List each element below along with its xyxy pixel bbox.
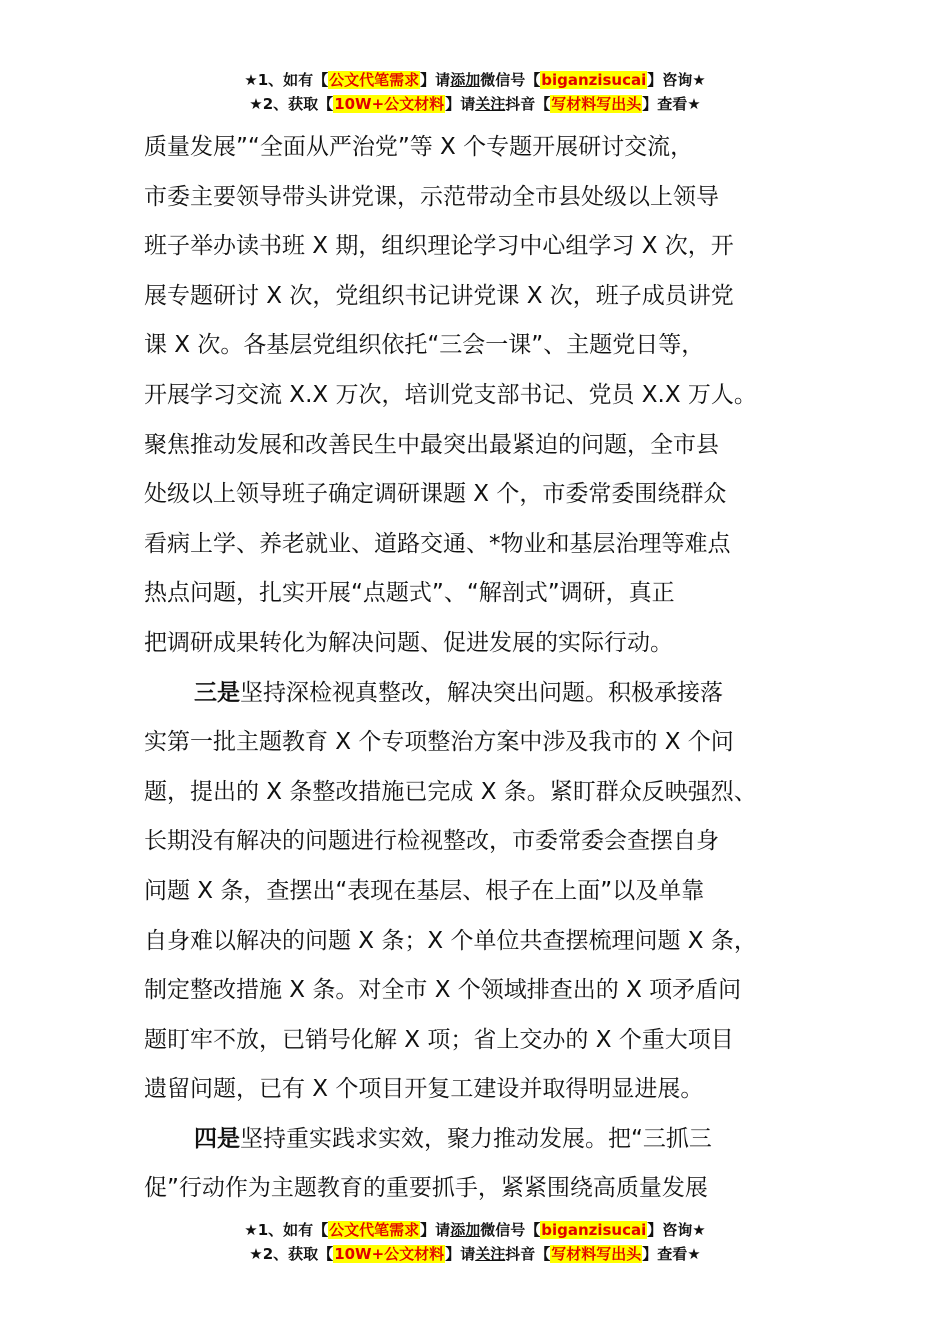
banner-text: 】请	[420, 1221, 451, 1239]
banner-text: ★1、如有【	[244, 71, 329, 89]
text-line: 开展学习交流 X.X 万次，培训党支部书记、党员 X.X 万人。	[144, 381, 757, 408]
banner-text: 】请	[445, 1245, 476, 1263]
banner-text: ★2、获取【	[249, 95, 334, 113]
document-body	[144, 123, 814, 1214]
banner-line-1	[0, 1218, 950, 1242]
text-line: 热点问题，扎实开展“点题式”、“解剖式”调研，真正	[144, 580, 675, 607]
banner-line-2	[0, 1242, 950, 1266]
banner-text: 】查看★	[642, 1245, 701, 1263]
footer-banner	[0, 1218, 950, 1266]
text-line: 班子举办读书班 X 期，组织理论学习中心组学习 X 次，开	[144, 233, 734, 260]
banner-highlight: 10W+公文材料	[334, 95, 445, 113]
text-line: 处级以上领导班子确定调研课题 X 个，市委常委围绕群众	[144, 481, 727, 508]
banner-text: ★1、如有【	[244, 1221, 329, 1239]
text-line: 看病上学、养老就业、道路交通、*物业和基层治理等难点	[144, 530, 731, 557]
banner-highlight: 写材料写出头	[551, 95, 642, 113]
banner-highlight: biganzisucai	[541, 71, 647, 89]
text-line: 聚焦推动发展和改善民生中最突出最紧迫的问题，全市县	[144, 431, 719, 458]
header-banner	[0, 68, 950, 116]
banner-highlight: 公文代笔需求	[329, 71, 420, 89]
banner-line-2	[0, 92, 950, 116]
paragraph-4-text: 坚持重实践求实效，聚力推动发展。把“三抓三	[240, 1125, 712, 1152]
text-line: 市委主要领导带头讲党课，示范带动全市县处级以上领导	[144, 183, 719, 210]
text-line: 质量发展”“全面从严治党”等 X 个专题开展研讨交流，	[144, 134, 694, 160]
banner-text: 】请	[445, 95, 476, 113]
text-line: 长期没有解决的问题进行检视整改，市委常委会查摆自身	[144, 828, 719, 855]
banner-text: 微信号【	[480, 71, 541, 89]
banner-text: 抖音【	[505, 95, 551, 113]
paragraph-3-lead: 三是	[194, 679, 240, 706]
banner-highlight: biganzisucai	[541, 1221, 647, 1239]
text-line: 展专题研讨 X 次，党组织书记讲党课 X 次，班子成员讲党	[144, 282, 734, 309]
paragraph-3-first-line	[144, 669, 814, 719]
banner-text: 】查看★	[642, 95, 701, 113]
banner-text: 微信号【	[480, 1221, 541, 1239]
text-line: 把调研成果转化为解决问题、促进发展的实际行动。	[144, 629, 673, 656]
banner-underlined: 关注	[475, 95, 506, 113]
banner-underlined: 添加	[450, 71, 481, 89]
banner-underlined: 关注	[475, 1245, 506, 1263]
text-line: 自身难以解决的问题 X 条；X 个单位共查摆梳理问题 X 条，	[144, 927, 757, 954]
paragraph-4-first-line	[144, 1115, 814, 1165]
banner-line-1	[0, 68, 950, 92]
banner-text: 】咨询★	[647, 71, 706, 89]
banner-text: 抖音【	[505, 1245, 551, 1263]
banner-underlined: 添加	[450, 1221, 481, 1239]
text-line: 促”行动作为主题教育的重要抓手，紧紧围绕高质量发展	[144, 1175, 708, 1202]
text-line: 遗留问题，已有 X 个项目开复工建设并取得明显进展。	[144, 1076, 704, 1103]
text-line: 制定整改措施 X 条。对全市 X 个领域排查出的 X 项矛盾问	[144, 977, 742, 1004]
banner-highlight: 公文代笔需求	[329, 1221, 420, 1239]
banner-highlight: 10W+公文材料	[334, 1245, 445, 1263]
text-line: 题盯牢不放，已销号化解 X 项；省上交办的 X 个重大项目	[144, 1026, 734, 1053]
text-line: 课 X 次。各基层党组织依托“三会一课”、主题党日等，	[144, 332, 705, 359]
text-line: 问题 X 条，查摆出“表现在基层、根子在上面”以及单靠	[144, 877, 705, 904]
text-line: 题，提出的 X 条整改措施已完成 X 条。紧盯群众反映强烈、	[144, 778, 757, 805]
banner-text: 】请	[420, 71, 451, 89]
banner-text: ★2、获取【	[249, 1245, 334, 1263]
paragraph-4-lead: 四是	[194, 1125, 240, 1152]
banner-text: 】咨询★	[647, 1221, 706, 1239]
paragraph-3-text: 坚持深检视真整改，解决突出问题。积极承接落	[240, 679, 723, 706]
text-line: 实第一批主题教育 X 个专项整治方案中涉及我市的 X 个问	[144, 729, 734, 756]
banner-highlight: 写材料写出头	[551, 1245, 642, 1263]
